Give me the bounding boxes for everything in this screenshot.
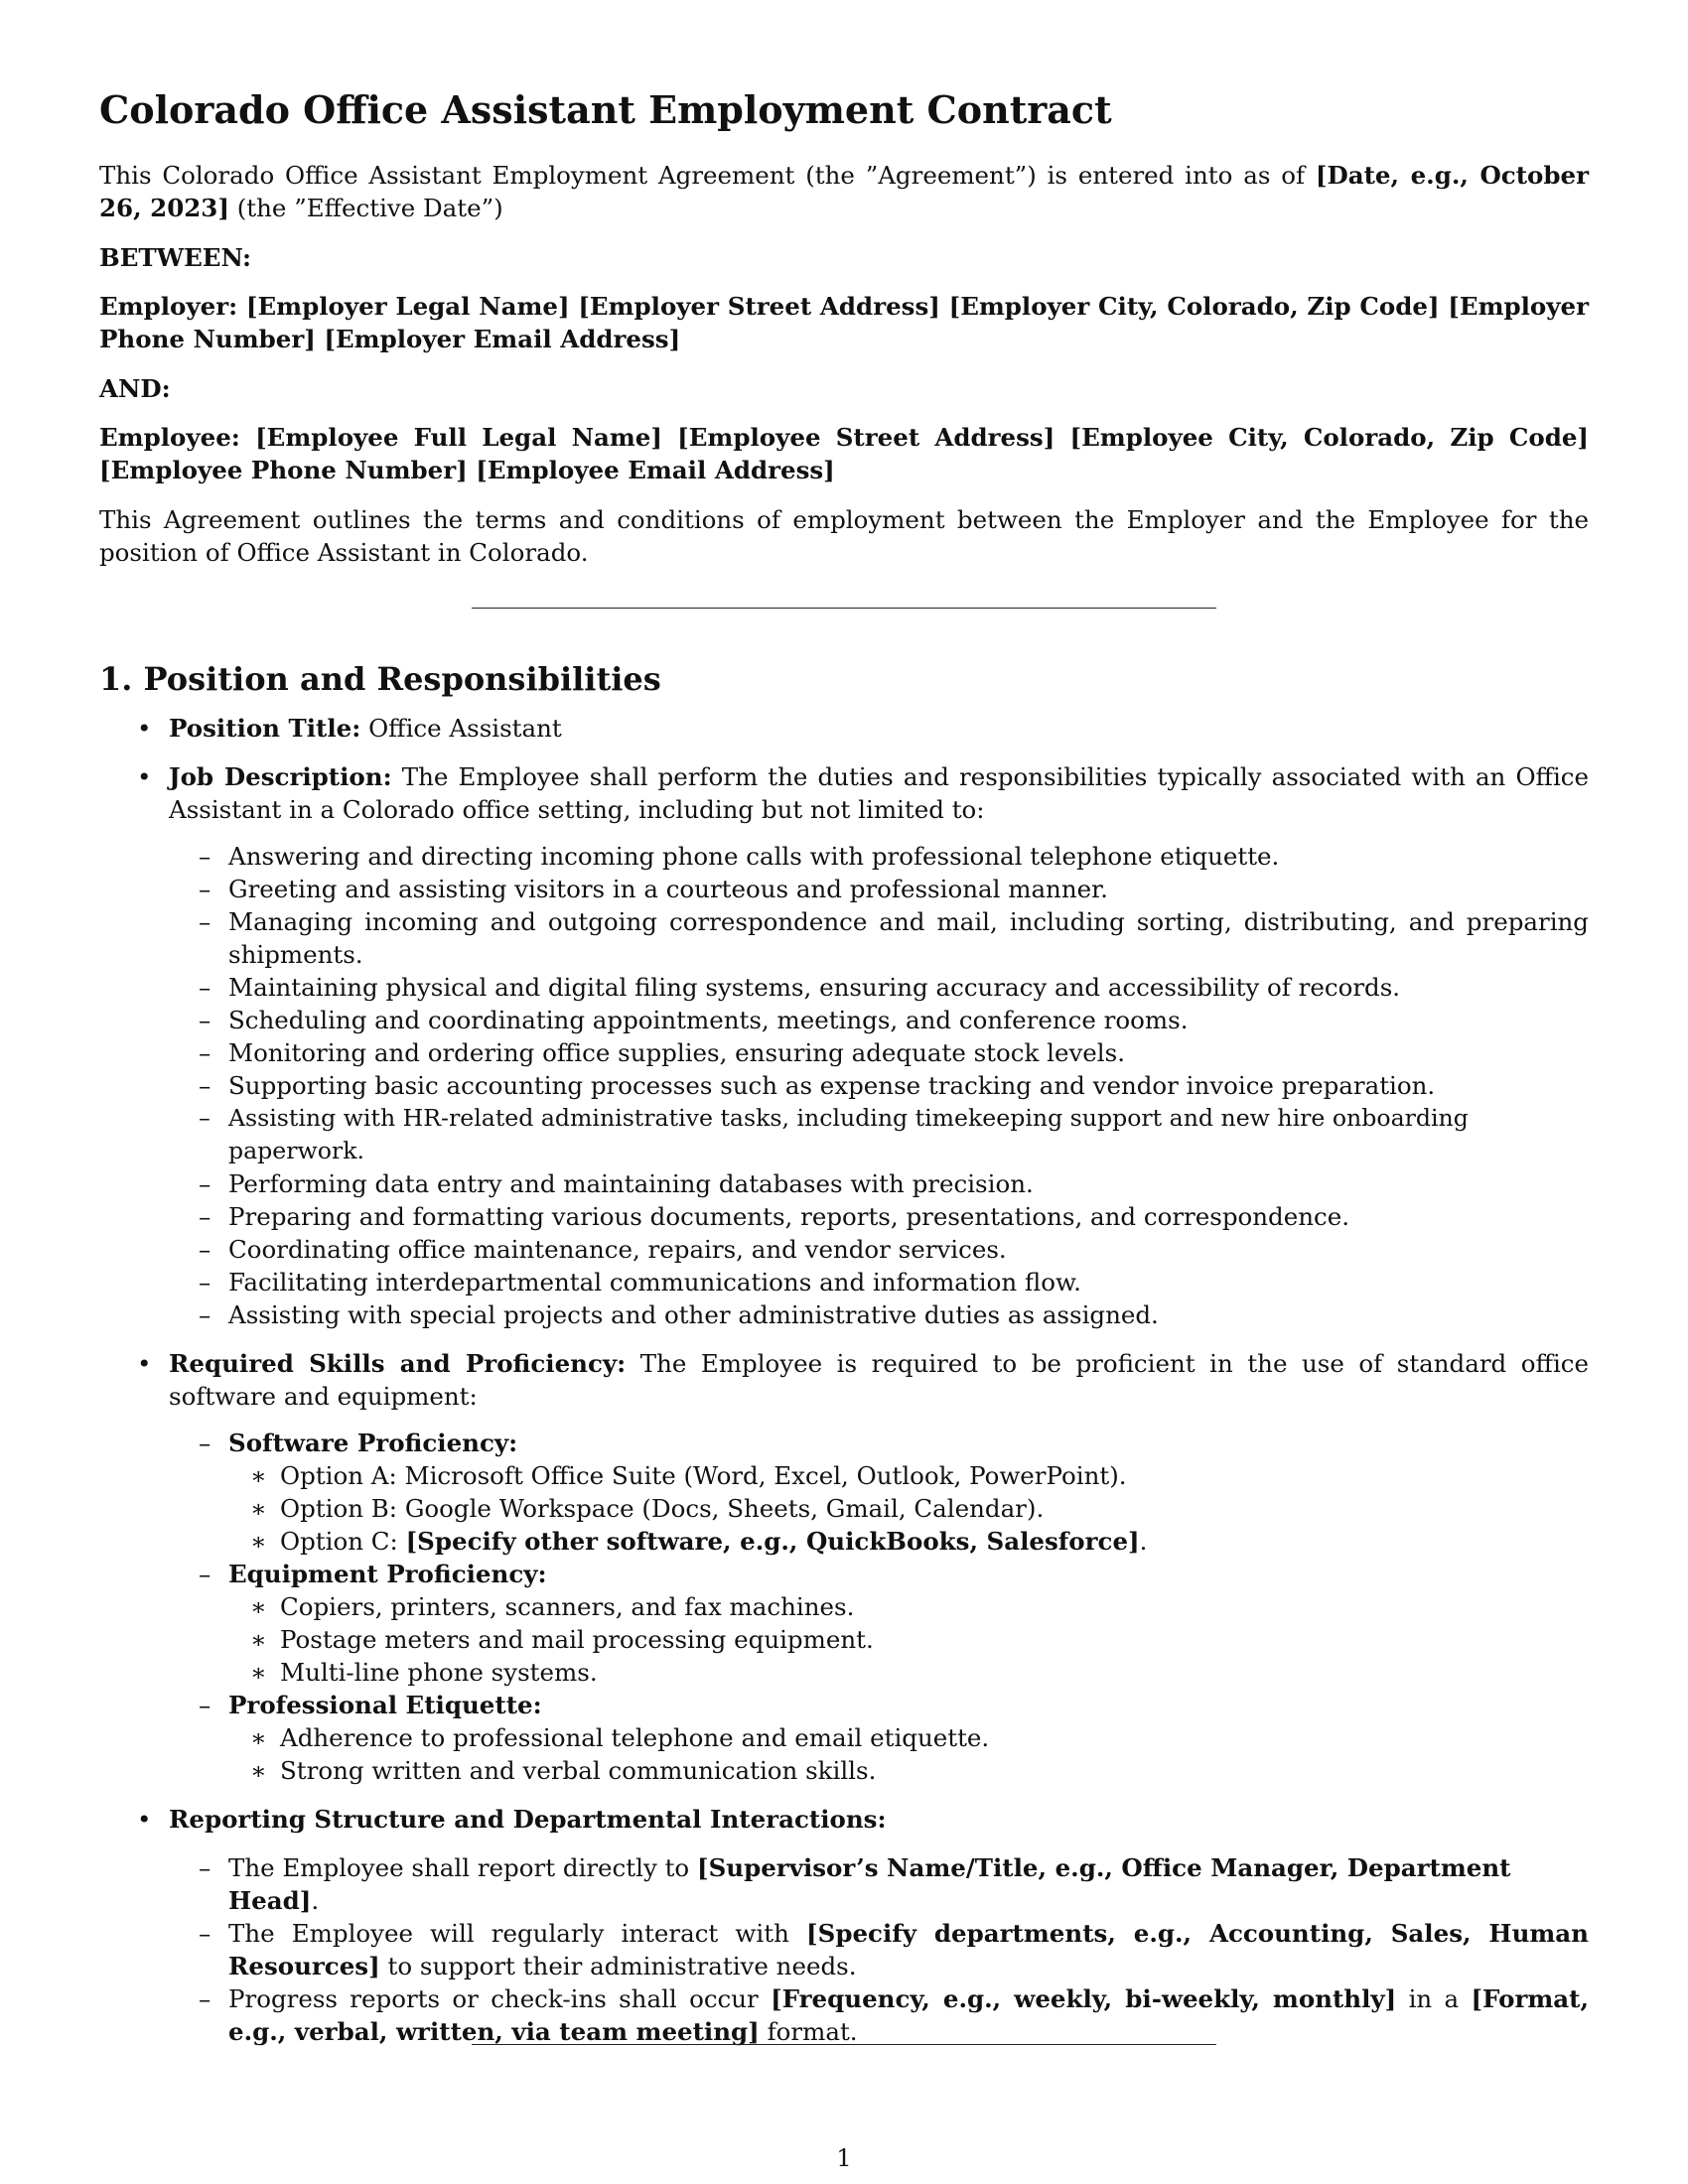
reporting-item: – The Employee shall report directly to [Supervisor’s Name/Title, e.g., Office Manager, Department Head].: [199, 1853, 1511, 1915]
duty-item: – Assisting with special projects and other administrative duties as assigned.: [199, 1300, 1159, 1329]
duty-item: – Supporting basic accounting processes such as expense tracking and vendor invoice preparation.: [199, 1071, 1436, 1100]
intro-paragraph: [99, 159, 1589, 224]
reporting-label: Reporting Structure and Departmental Interactions:: [169, 1805, 887, 1834]
bullet-icon: •: [137, 714, 152, 743]
skills-label: Required Skills and Proficiency:: [169, 1349, 627, 1378]
equipment-item: ∗ Multi-line phone systems.: [250, 1658, 598, 1687]
equipment-item: ∗ Postage meters and mail processing equipment.: [250, 1625, 874, 1654]
duty-item: – Performing data entry and maintaining databases with precision.: [199, 1169, 1034, 1198]
job-description-text: The Employee shall perform the duties and responsibilities typically associated with an Office Assistant in a Colorado office setting, including but not limited to:: [169, 762, 1589, 824]
duty-item: – Answering and directing incoming phone calls with professional telephone etiquette.: [199, 842, 1280, 871]
reporting-item: – Progress reports or check-ins shall occur [Frequency, e.g., weekly, bi-weekly, monthly] in a [Format, e.g., verbal, written, via team meeting] format.: [199, 1984, 1589, 2046]
list-item: [99, 760, 1589, 1331]
list-item: [99, 1347, 1589, 1787]
section1-list: [99, 712, 1589, 2048]
software-option: ∗ Option A: Microsoft Office Suite (Word, Excel, Outlook, PowerPoint).: [250, 1461, 1127, 1490]
equipment-list: [228, 1590, 1589, 1689]
employer-fields: [Employer Legal Name] [Employer Street Address] [Employer City, Colorado, Zip Code] [Employer Phone Number] [Employer Email Address]: [99, 292, 1589, 353]
duty-item: – Monitoring and ordering office supplies, ensuring adequate stock levels.: [199, 1038, 1125, 1067]
job-description-label: Job Description:: [169, 762, 392, 791]
software-label: Software Proficiency:: [228, 1429, 518, 1457]
list-item: [99, 1803, 1589, 2048]
reporting-list: [169, 1851, 1589, 2048]
etiquette-item: ∗ Adherence to professional telephone and email etiquette.: [250, 1723, 990, 1752]
outline-paragraph: This Agreement outlines the terms and conditions of employment between the Employer and the Employee for the position of Office Assistant in Colorado.: [99, 505, 1589, 567]
duty-item: – Assisting with HR-related administrative tasks, including timekeeping support and new hire onboarding paperwork.: [199, 1104, 1469, 1164]
intro-post: (the ”Effective Date”): [228, 194, 503, 222]
skills-text: The Employee is required to be proficient in the use of standard office software and equipment:: [169, 1349, 1589, 1411]
intro-pre: This Colorado Office Assistant Employment Agreement (the ”Agreement”) is entered into as of: [99, 161, 1316, 190]
document-title: Colorado Office Assistant Employment Contract: [99, 87, 1112, 132]
bullet-icon: •: [137, 762, 152, 791]
employer-block: [99, 290, 1589, 355]
section-heading: 1. Position and Responsibilities: [99, 660, 661, 698]
skills-group: – Professional Etiquette: ∗ Adherence to professional telephone and email etiquette. ∗ Strong written and verbal communication skills.: [99, 1689, 1589, 1787]
reporting-item: – The Employee will regularly interact with [Specify departments, e.g., Accounting, Sales, Human Resources] to support their administrative needs.: [199, 1919, 1589, 1980]
etiquette-list: [228, 1721, 1589, 1787]
software-option: ∗ Option C: [Specify other software, e.g., QuickBooks, Salesforce].: [250, 1527, 1148, 1556]
intro-date: [Date, e.g., October 26, 2023]: [99, 161, 1589, 222]
and-label: AND:: [99, 374, 171, 403]
position-title-value: Office Assistant: [360, 714, 562, 743]
skills-group: – Equipment Proficiency: ∗ Copiers, printers, scanners, and fax machines. ∗ Postage meters and mail processing equipment. ∗ Multi-line phone systems.: [99, 1558, 1589, 1689]
horizontal-rule: [472, 608, 1216, 609]
skills-group: – Software Proficiency: ∗ Option A: Microsoft Office Suite (Word, Excel, Outlook, PowerPoint). ∗ Option B: Google Workspace (Docs, Sheets, Gmail, Calendar). ∗ Option C: [Specify other software, e.g., QuickBooks, Salesforce].: [99, 1427, 1589, 1558]
employee-block: [99, 421, 1589, 486]
duty-item: – Maintaining physical and digital filing systems, ensuring accuracy and accessibility of records.: [199, 973, 1401, 1002]
duty-item: – Managing incoming and outgoing correspondence and mail, including sorting, distributing, and preparing shipments.: [199, 907, 1589, 969]
between-label: BETWEEN:: [99, 243, 252, 272]
duty-item: – Coordinating office maintenance, repairs, and vendor services.: [199, 1235, 1007, 1264]
employee-fields: [Employee Full Legal Name] [Employee Street Address] [Employee City, Colorado, Zip Code] [Employee Phone Number] [Employee Email Address]: [99, 423, 1589, 484]
etiquette-label: Professional Etiquette:: [228, 1691, 542, 1719]
skills-intro: [169, 1347, 1589, 1413]
software-option: ∗ Option B: Google Workspace (Docs, Sheets, Gmail, Calendar).: [250, 1494, 1045, 1523]
bullet-icon: •: [137, 1805, 152, 1834]
skills-list: [169, 1427, 1589, 1787]
employee-label: Employee:: [99, 423, 240, 452]
bullet-icon: •: [137, 1349, 152, 1378]
employer-label: Employer:: [99, 292, 238, 321]
job-description: [169, 760, 1589, 826]
equipment-item: ∗ Copiers, printers, scanners, and fax machines.: [250, 1592, 855, 1621]
duties-list: [169, 840, 1589, 1331]
position-title-label: Position Title:: [169, 714, 361, 743]
duty-item: – Preparing and formatting various documents, reports, presentations, and correspondence.: [199, 1202, 1350, 1231]
etiquette-item: ∗ Strong written and verbal communication skills.: [250, 1756, 877, 1785]
duty-item: – Greeting and assisting visitors in a courteous and professional manner.: [199, 875, 1108, 903]
horizontal-rule-bottom: [472, 2044, 1216, 2045]
list-item: [99, 712, 1589, 745]
page-number: 1: [836, 2144, 852, 2172]
equipment-label: Equipment Proficiency:: [228, 1560, 547, 1588]
duty-item: – Scheduling and coordinating appointments, meetings, and conference rooms.: [199, 1006, 1189, 1034]
duty-item: – Facilitating interdepartmental communications and information flow.: [199, 1268, 1081, 1297]
software-list: [228, 1459, 1589, 1558]
